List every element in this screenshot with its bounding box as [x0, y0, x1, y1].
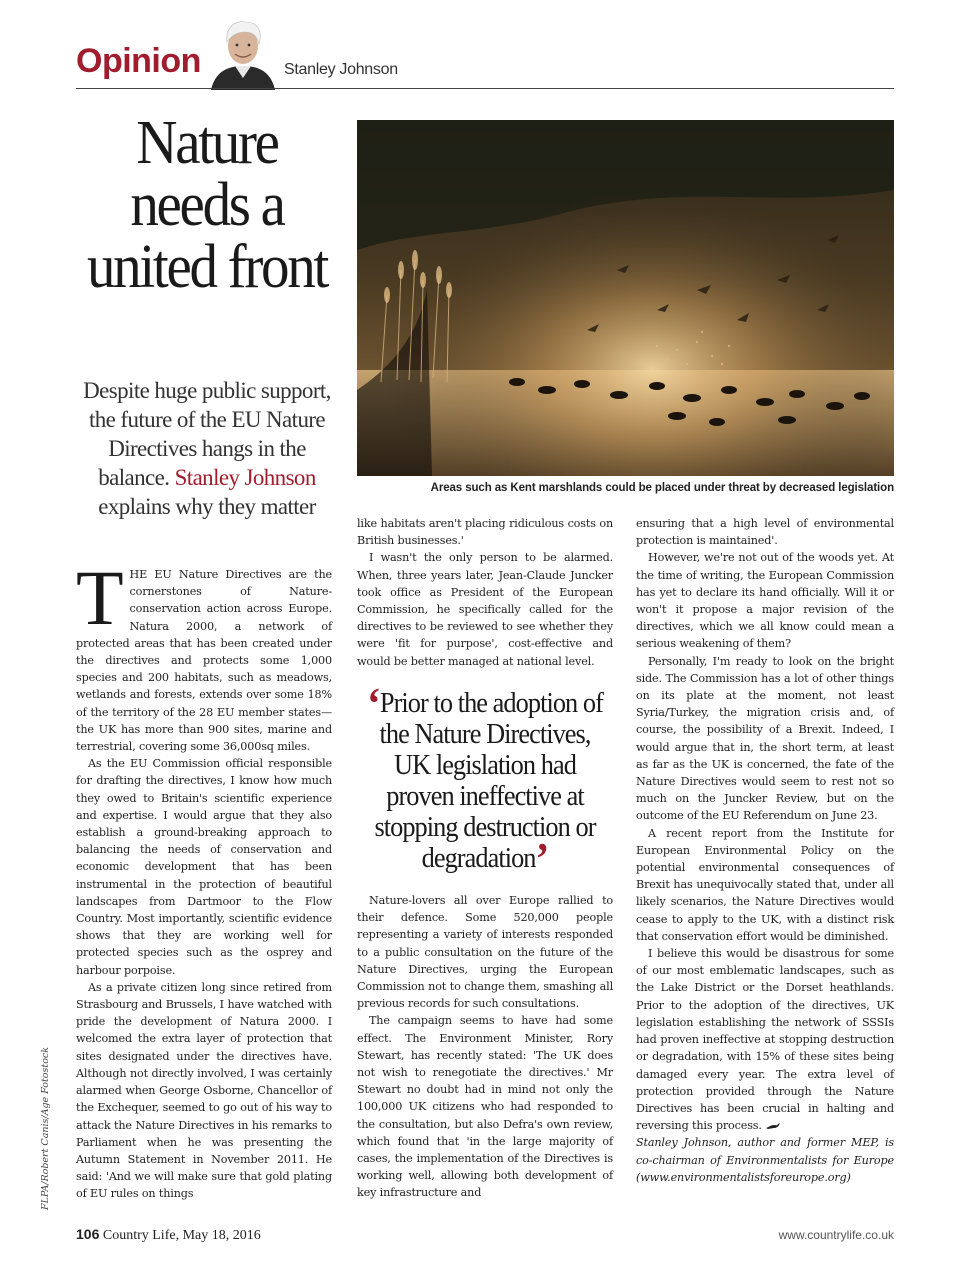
section-label: Opinion — [76, 42, 201, 80]
publication-issue: Country Life, May 18, 2016 — [102, 1228, 261, 1243]
article-paragraph — [636, 945, 894, 1134]
open-quote-icon: ‘ — [367, 679, 380, 728]
footer-url[interactable]: www.countrylife.co.uk — [778, 1228, 894, 1242]
standfirst-text: Despite huge public support, the future of the EU Nature Directives hangs in the balance. — [83, 378, 331, 490]
photo-caption: Areas such as Kent marshlands could be placed under threat by decreased legislation — [430, 482, 894, 494]
footer-folio — [76, 1226, 261, 1244]
article-paragraph: However, we're not out of the woods yet. At the time of writing, the European Commission has yet to declare its hand officially. Will it or won't it propose a major revision of the directives, which we all know could mean a serious weakening of them? — [636, 551, 894, 651]
article-paragraph: The campaign seems to have had some effect. The Environment Minister, Rory Stewart, has recently stated: 'The UK does not wish to renegotiate the directives.' Mr Stewart no doubt had in mind not only the 100,000 UK citizens who had responded to the consultation, but also Defra's own review, which found that 'in the large majority of cases, the implementation of the Directives is working well, allowing both development of key infrastructure and — [357, 1014, 613, 1200]
paragraph-text: I believe this would be disastrous for some of our most emblematic landscapes, such as the Lake District or the Dorset heathlands. Prior to the adoption of the directives, UK legislation establishing the network of SSSIs had proven ineffective at stopping destruction or degradation, with 15% of these sites being damaged every year. The extra level of protection provided through the Nature Directives has been crucial in halting and reversing this process. — [636, 947, 894, 1133]
article-column-2-top — [357, 515, 613, 670]
pheasant-end-mark-icon — [765, 1121, 781, 1131]
article-paragraph: ensuring that a high level of environmental protection is maintained'. — [636, 517, 894, 548]
article-paragraph: Personally, I'm ready to look on the bright side. The Commission has a lot of other things on its plate at the moment, not least Syria/Turkey, the migration crisis and, of course, the possibility of a Brexit. Indeed, I would argue that in, the short term, at least as far as the UK is concerned, the fate of the Nature Directives would seem to rest not so much on the Juncker Review, but on the outcome of the EU Referendum on June 23. — [636, 654, 894, 823]
drop-cap: T — [76, 554, 124, 641]
pull-quote — [365, 679, 606, 883]
author-portrait-image — [205, 14, 281, 90]
standfirst-author: Stanley Johnson — [174, 465, 316, 490]
article-paragraph: like habitats aren't placing ridiculous costs on British businesses.' — [357, 517, 613, 548]
article-column-3 — [636, 515, 894, 1186]
headline: Nature needs a united front — [86, 109, 328, 301]
article-paragraph: Nature-lovers all over Europe rallied to their defence. Some 520,000 people representing a variety of interests responded to a public consultation on the future of the Nature Directives, urging the European Commission not to change them, smashing all previous records for such consultations. — [357, 894, 613, 1011]
article-paragraph: A recent report from the Institute for European Environmental Policy on the potential environmental consequences of Brexit has unequivocally stated that, under all likely scenarios, the Nature Directives would cease to apply to the UK, with a distinct risk that conservation effort would be diminished. — [636, 826, 894, 943]
paragraph-text: HE EU Nature Directives are the cornerstones of Nature-conservation action across Europe. Natura 2000, a network of protected areas that has been created under the directives and protects some 1,000 species and 200 habitats, such as meadows, wetlands and forests, extends over some 18% of the territory of the 28 EU member states—the UK has more than 900 sites, marine and terrestrial, covering some 36,000sq miles. — [76, 568, 332, 754]
standfirst-text-end: explains why they matter — [98, 494, 316, 519]
close-quote-icon: ’ — [535, 834, 549, 883]
article-paragraph — [76, 554, 332, 755]
author-signoff: Stanley Johnson, author and former MEP, is co-chairman of Environmentalists for Europe (www.environmentalistsforeurope.org) — [636, 1136, 894, 1184]
standfirst — [76, 376, 338, 521]
byline: Stanley Johnson — [284, 61, 398, 78]
article-column-2-bottom — [357, 892, 613, 1202]
article-paragraph: As the EU Commission official responsible for drafting the directives, I know how much they owed to Britain's scientific experience and expertise. I would argue that they also establish a ground-breaking approach to balancing the needs of conservation and economic development that has been instrumental in the protection of beautiful landscapes from Dartmoor to the Flow Country. Most importantly, scientific evidence shows that they are working well for protected species such as the osprey and harbour porpoise. — [76, 757, 332, 977]
page-number: 106 — [76, 1226, 100, 1242]
pull-quote-text: Prior to the adoption of the Nature Directives, UK legislation had proven ineffective at stopping destruction or degradation — [374, 688, 603, 874]
marshland-photo — [357, 120, 894, 476]
article-paragraph: As a private citizen long since retired from Strasbourg and Brussels, I have watched with pride the development of Natura 2000. I welcomed the extra layer of protection that sites designated under the directives have. Although not directly involved, I was certainly alarmed when George Osborne, Chancellor of the Exchequer, seemed to go out of his way to attack the Nature Directives in his remarks to Parliament when he was presenting the Autumn Statement in November 2011. He said: 'And we will make sure that gold plating of EU rules on things — [76, 980, 332, 1201]
photo-credit: FLPA/Robert Canis/Age Fotostock — [40, 1046, 51, 1210]
header-divider — [76, 88, 894, 89]
article-paragraph: I wasn't the only person to be alarmed. When, three years later, Jean-Claude Juncker took office as President of the European Commission, he specifically called for the directives to be reviewed to see whether they were 'fit for purpose', cost-effective and would be better managed at national level. — [357, 551, 613, 668]
article-column-1 — [76, 554, 332, 1203]
